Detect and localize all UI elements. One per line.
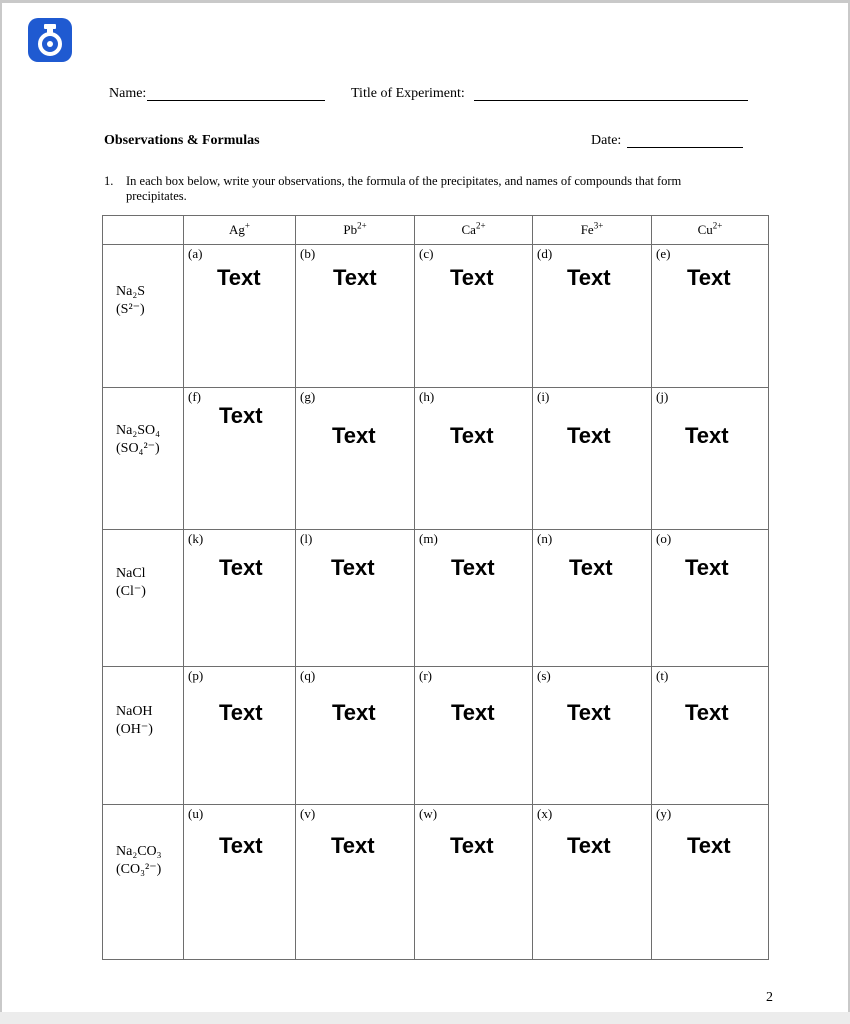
cation-header xyxy=(184,216,296,245)
cell-letter: (q) xyxy=(300,668,316,683)
cell-letter: (h) xyxy=(419,389,435,404)
instruction-text: In each box below, write your observations, the formula of the precipitates, and names of compounds that form precipitates. xyxy=(126,174,682,203)
cell-text: Text xyxy=(219,700,263,725)
cation-charge: 3+ xyxy=(593,220,604,231)
observation-cell[interactable] xyxy=(533,805,652,960)
cation-symbol: Cu xyxy=(697,222,713,237)
cell-letter: (j) xyxy=(656,389,669,404)
window-frame-top xyxy=(0,0,850,3)
cell-text: Text xyxy=(219,833,263,858)
cation-symbol: Pb xyxy=(343,222,358,237)
observation-cell[interactable] xyxy=(415,805,533,960)
cell-text: Text xyxy=(219,403,263,428)
anion-formula: (S²⁻) xyxy=(116,302,145,317)
cation-symbol: Ag xyxy=(229,222,245,237)
cation-charge: 2+ xyxy=(357,220,367,231)
cation-header xyxy=(652,216,769,245)
cation-symbol: Fe xyxy=(580,222,594,237)
cation-header xyxy=(415,216,533,245)
anion-formula: (Cl⁻) xyxy=(116,584,146,599)
name-label: Name: xyxy=(109,86,147,101)
cell-text: Text xyxy=(331,833,375,858)
cell-text: Text xyxy=(333,265,377,290)
cell-text: Text xyxy=(569,555,613,580)
observation-cell[interactable] xyxy=(652,667,769,805)
observation-cell[interactable] xyxy=(652,805,769,960)
anion-formula: (OH⁻) xyxy=(116,722,153,737)
cell-text: Text xyxy=(332,700,376,725)
observation-cell[interactable] xyxy=(415,245,533,388)
cell-letter: (n) xyxy=(537,531,553,546)
window-frame-bottom xyxy=(0,1012,850,1024)
window-frame-left xyxy=(0,0,2,1024)
table-row xyxy=(103,667,769,805)
date-field[interactable] xyxy=(627,147,743,148)
cell-text: Text xyxy=(217,265,261,290)
cell-letter: (l) xyxy=(300,531,313,546)
cell-letter: (x) xyxy=(537,806,553,821)
observation-cell[interactable] xyxy=(296,245,415,388)
anion-row-header xyxy=(103,667,184,805)
cell-letter: (r) xyxy=(419,668,432,683)
cell-text: Text xyxy=(219,555,263,580)
cell-letter: (t) xyxy=(656,668,669,683)
cell-text: Text xyxy=(685,423,729,448)
observation-cell[interactable] xyxy=(652,388,769,530)
cell-text: Text xyxy=(567,833,611,858)
cell-text: Text xyxy=(450,833,494,858)
cell-text: Text xyxy=(450,423,494,448)
cation-charge: + xyxy=(244,220,250,231)
experiment-title-label: Title of Experiment: xyxy=(351,86,465,101)
cell-letter: (p) xyxy=(188,668,204,683)
cell-text: Text xyxy=(687,833,731,858)
cell-letter: (o) xyxy=(656,531,672,546)
anion-formula: (CO₃²⁻) xyxy=(116,862,162,877)
cell-letter: (d) xyxy=(537,246,553,261)
table-row xyxy=(103,245,769,388)
corner-cell xyxy=(103,216,184,245)
observation-cell[interactable] xyxy=(533,530,652,667)
cation-charge: 2+ xyxy=(712,220,723,231)
cell-letter: (b) xyxy=(300,246,316,261)
cell-letter: (m) xyxy=(419,531,438,546)
cation-charge: 2+ xyxy=(475,220,486,231)
observation-cell[interactable] xyxy=(652,530,769,667)
cell-text: Text xyxy=(567,423,611,448)
table-row xyxy=(103,530,769,667)
cation-header xyxy=(533,216,652,245)
observation-cell[interactable] xyxy=(415,530,533,667)
table-row xyxy=(103,388,769,530)
cation-symbol: Ca xyxy=(461,222,476,237)
medal-icon[interactable] xyxy=(28,18,72,62)
header-row xyxy=(103,216,769,245)
cell-text: Text xyxy=(332,423,376,448)
observation-cell[interactable] xyxy=(415,388,533,530)
cell-letter: (e) xyxy=(656,246,671,261)
anion-row-header xyxy=(103,388,184,530)
cell-letter: (u) xyxy=(188,806,204,821)
observation-cell[interactable] xyxy=(533,388,652,530)
name-field[interactable] xyxy=(147,100,325,101)
page-number: 2 xyxy=(766,990,773,1005)
cell-text: Text xyxy=(331,555,375,580)
compound-formula: NaOH xyxy=(116,704,153,719)
cell-letter: (c) xyxy=(419,246,434,261)
observation-cell[interactable] xyxy=(296,667,415,805)
observation-cell[interactable] xyxy=(184,388,296,530)
cell-letter: (a) xyxy=(188,246,203,261)
cell-letter: (k) xyxy=(188,531,204,546)
cell-letter: (v) xyxy=(300,806,316,821)
cell-text: Text xyxy=(687,265,731,290)
compound-formula: Na₂SO₄ xyxy=(116,423,160,438)
date-label: Date: xyxy=(591,133,622,148)
anion-row-header xyxy=(103,805,184,960)
section-title: Observations & Formulas xyxy=(104,133,260,148)
observation-cell[interactable] xyxy=(652,245,769,388)
observation-cell[interactable] xyxy=(533,245,652,388)
observation-cell[interactable] xyxy=(533,667,652,805)
compound-formula: Na₂CO₃ xyxy=(116,844,162,859)
compound-formula: NaCl xyxy=(116,566,146,581)
cell-letter: (y) xyxy=(656,806,672,821)
observation-cell[interactable] xyxy=(296,388,415,530)
observation-cell[interactable] xyxy=(184,245,296,388)
anion-row-header xyxy=(103,530,184,667)
table-row xyxy=(103,805,769,960)
cell-letter: (w) xyxy=(419,806,438,821)
instruction-number: 1. xyxy=(104,174,114,188)
cell-text: Text xyxy=(567,700,611,725)
cell-text: Text xyxy=(685,555,729,580)
compound-formula: Na₂S xyxy=(116,284,145,299)
observation-cell[interactable] xyxy=(184,805,296,960)
observation-cell[interactable] xyxy=(296,805,415,960)
cell-text: Text xyxy=(450,265,494,290)
anion-formula: (SO₄²⁻) xyxy=(116,441,160,456)
cell-text: Text xyxy=(451,555,495,580)
cell-letter: (s) xyxy=(537,668,551,683)
observation-cell[interactable] xyxy=(184,667,296,805)
observation-grid xyxy=(102,215,769,960)
cell-text: Text xyxy=(567,265,611,290)
anion-row-header xyxy=(103,245,184,388)
cell-letter: (g) xyxy=(300,389,316,404)
cell-letter: (f) xyxy=(188,389,201,404)
cation-header xyxy=(296,216,415,245)
cell-letter: (i) xyxy=(537,389,550,404)
experiment-title-field[interactable] xyxy=(474,100,748,101)
observation-cell[interactable] xyxy=(296,530,415,667)
observation-cell[interactable] xyxy=(184,530,296,667)
observation-cell[interactable] xyxy=(415,667,533,805)
cell-text: Text xyxy=(451,700,495,725)
cell-text: Text xyxy=(685,700,729,725)
